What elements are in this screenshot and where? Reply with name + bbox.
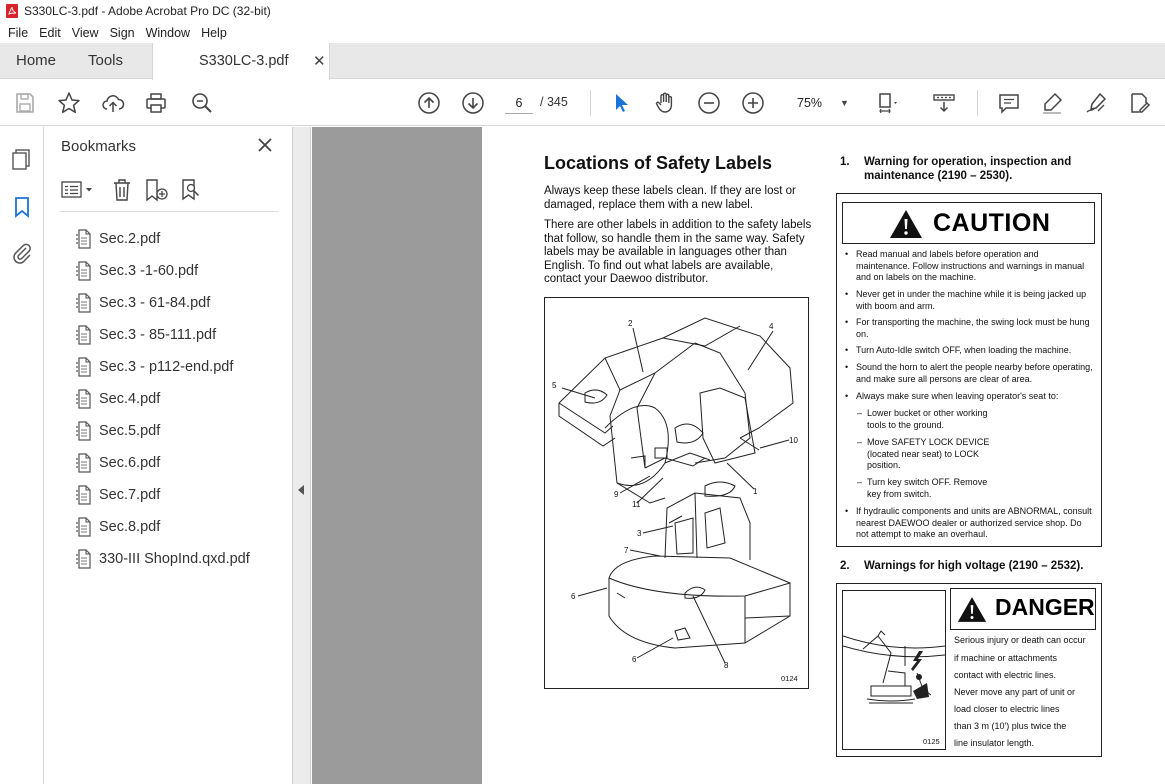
chevron-down-icon: ▼ <box>840 98 849 108</box>
toolbar-divider <box>977 90 978 116</box>
bookmark-file-icon <box>75 357 93 377</box>
danger-text-line: contact with electric lines. <box>954 670 1057 680</box>
print-icon[interactable] <box>144 91 168 115</box>
callout-9: 9 <box>614 490 619 499</box>
bookmarks-title: Bookmarks <box>61 138 137 155</box>
callout-6: 6 <box>571 592 576 601</box>
callout-5: 5 <box>552 381 557 390</box>
menu-view[interactable]: View <box>71 25 99 40</box>
bookmark-item[interactable] <box>75 479 250 511</box>
bookmark-item[interactable] <box>75 383 250 415</box>
bookmark-item[interactable] <box>75 255 250 287</box>
scroll-mode-icon[interactable] <box>932 91 956 115</box>
tab-bar <box>0 43 1165 79</box>
zoom-in-icon[interactable] <box>741 91 765 115</box>
caution-bullet: • Never get in under the machine while it is being jacked up with boom and arm. <box>845 289 1087 311</box>
bookmark-item[interactable] <box>75 351 250 383</box>
bookmark-label: Sec.4.pdf <box>99 391 161 407</box>
caution-bullet: • If hydraulic components and units are ABNORMAL, consult nearest DAEWOO dealer or authorized service shop. Do not attempt to make an overhaul. <box>845 506 1092 539</box>
callout-6: 6 <box>632 655 637 664</box>
callout-8: 8 <box>724 661 729 670</box>
callout-1: 1 <box>753 487 758 496</box>
acrobat-pdf-icon <box>5 4 19 18</box>
edit-tools-icon[interactable] <box>1127 91 1151 115</box>
electric-line-hazard-icon <box>843 591 945 749</box>
page-thumbnails-icon[interactable] <box>10 147 34 171</box>
collapse-panel-arrow-icon[interactable] <box>298 485 304 495</box>
labels-paragraph: There are other labels in addition to the safety labels that follow, so handle them in the same way. Safety labels may be available in languages other than English. To find out what labels are available, contact your Daewoo distributor. <box>544 219 812 285</box>
zoom-level-select[interactable] <box>785 92 853 114</box>
bookmark-item[interactable] <box>75 447 250 479</box>
warning-triangle-icon <box>889 209 923 239</box>
menu-file[interactable]: File <box>8 25 29 40</box>
warning-triangle-icon <box>957 596 987 623</box>
find-bookmark-icon[interactable] <box>180 178 204 202</box>
danger-text-line: load closer to electric lines <box>954 704 1060 714</box>
item1-title: Warning for operation, inspection and maintenance (2190 – 2530). <box>864 156 1072 182</box>
close-tab-icon[interactable]: ✕ <box>313 53 326 70</box>
danger-header <box>950 588 1096 630</box>
bookmark-file-icon <box>75 261 93 281</box>
bookmark-label: Sec.3 - 85-111.pdf <box>99 327 217 343</box>
bookmark-file-icon <box>75 453 93 473</box>
bookmark-label: Sec.5.pdf <box>99 423 161 439</box>
cloud-upload-icon[interactable] <box>101 91 125 115</box>
bookmark-label: Sec.7.pdf <box>99 487 161 503</box>
bookmark-item[interactable] <box>75 415 250 447</box>
bookmark-label: Sec.8.pdf <box>99 519 161 535</box>
title-bar <box>0 0 1165 22</box>
bookmark-file-icon <box>75 485 93 505</box>
main-toolbar <box>0 80 1165 126</box>
bookmark-label: Sec.2.pdf <box>99 231 161 247</box>
safety-label-locations-figure <box>544 297 809 689</box>
bookmark-label: Sec.3 - p112-end.pdf <box>99 359 234 375</box>
bookmark-file-icon <box>75 517 93 537</box>
intro-paragraph: Always keep these labels clean. If they are lost or damaged, replace them with a new label. <box>544 185 796 211</box>
danger-text-line: Never move any part of unit or <box>954 687 1076 697</box>
danger-code: 0125 <box>923 737 940 746</box>
draw-sign-icon[interactable] <box>1084 91 1108 115</box>
highlight-pen-icon[interactable] <box>1040 91 1064 115</box>
caution-bullet: • Read manual and labels before operation and maintenance. Follow instructions and warnings in manual and on labels on the machine. <box>845 249 1085 282</box>
caution-bullet: • For transporting the machine, the swing lock must be hung on. <box>845 317 1090 339</box>
options-menu-icon[interactable] <box>61 179 95 201</box>
document-viewer[interactable] <box>312 127 1165 784</box>
bookmarks-panel <box>45 127 293 784</box>
close-panel-icon[interactable] <box>255 135 275 155</box>
danger-text-line: line insulator length. <box>954 738 1035 748</box>
bookmark-item[interactable] <box>75 543 250 575</box>
bookmark-file-icon <box>75 229 93 249</box>
menu-window[interactable]: Window <box>145 25 191 40</box>
caution-bullet: • Sound the horn to alert the people nearby before operating, and make sure all persons are clear of area. <box>845 362 1093 384</box>
callout-11: 11 <box>632 500 641 509</box>
pdf-page <box>482 127 1165 784</box>
toolbar-divider <box>590 90 591 116</box>
caution-bullet: • Turn Auto-Idle switch OFF, when loading the machine. <box>845 345 1072 355</box>
bookmark-list <box>75 223 250 575</box>
menu-sign[interactable]: Sign <box>109 25 135 40</box>
bookmark-item[interactable] <box>75 287 250 319</box>
window-title: S330LC-3.pdf - Adobe Acrobat Pro DC (32-bit) <box>24 4 271 18</box>
bookmark-file-icon <box>75 389 93 409</box>
hand-tool-icon[interactable] <box>653 91 677 115</box>
bookmarks-toolbar <box>59 177 279 203</box>
caution-subitem: – Lower bucket or other working tools to the ground. <box>857 408 988 430</box>
bookmark-label: 330-III ShopInd.qxd.pdf <box>99 551 250 567</box>
attachment-icon[interactable] <box>10 241 34 265</box>
panel-splitter[interactable] <box>293 127 311 784</box>
item2-title: Warnings for high voltage (2190 – 2532). <box>864 560 1084 572</box>
callout-4: 4 <box>769 322 774 331</box>
danger-text-line: than 3 m (10') plus twice the <box>954 721 1067 731</box>
callout-10: 10 <box>789 436 798 445</box>
callout-3: 3 <box>637 529 642 538</box>
caution-word: CAUTION <box>933 209 1051 237</box>
excavator-diagram <box>545 298 808 688</box>
bookmark-label: Sec.3 -1-60.pdf <box>99 263 199 279</box>
bookmark-item[interactable] <box>75 223 250 255</box>
callout-2: 2 <box>628 319 633 328</box>
zoom-out-icon[interactable] <box>697 91 721 115</box>
tab-document[interactable] <box>152 43 330 80</box>
next-page-icon[interactable] <box>461 91 485 115</box>
bookmark-label: Sec.3 - 61-84.pdf <box>99 295 211 311</box>
caution-bullet: • Always make sure when leaving operator's seat to: <box>845 391 1059 401</box>
new-bookmark-icon[interactable] <box>144 178 170 202</box>
section-heading: Locations of Safety Labels <box>544 153 773 173</box>
bookmark-file-icon <box>75 325 93 345</box>
page-fit-icon[interactable] <box>876 91 900 115</box>
menu-edit[interactable]: Edit <box>39 25 61 40</box>
caution-subitem: – Turn key switch OFF. Remove key from switch. <box>857 477 988 499</box>
search-zoom-icon[interactable] <box>190 91 214 115</box>
bookmark-file-icon <box>75 549 93 569</box>
left-nav-rail <box>0 127 44 784</box>
danger-word: DANGER <box>995 594 1095 620</box>
page-total: / 345 <box>540 95 568 109</box>
page-number-input[interactable]: 6 <box>505 92 533 114</box>
menu-bar <box>0 22 1165 43</box>
caution-label <box>836 193 1102 547</box>
danger-text-line: Serious injury or death can occur <box>954 635 1086 645</box>
tab-home[interactable]: Home <box>16 52 57 69</box>
item2-number: 2. <box>840 560 850 572</box>
menu-help[interactable]: Help <box>201 25 227 40</box>
save-icon[interactable] <box>13 91 37 115</box>
select-arrow-icon[interactable] <box>609 91 633 115</box>
danger-label <box>836 583 1102 757</box>
comment-icon[interactable] <box>997 91 1021 115</box>
previous-page-icon[interactable] <box>417 91 441 115</box>
figure-code: 0124 <box>781 674 798 683</box>
bookmark-icon[interactable] <box>10 195 34 219</box>
callout-7: 7 <box>624 546 629 555</box>
bookmark-label: Sec.6.pdf <box>99 455 161 471</box>
caution-subitem: – Move SAFETY LOCK DEVICE (located near seat) to LOCK position. <box>857 437 990 470</box>
tab-document-label: S330LC-3.pdf <box>199 53 289 69</box>
tab-tools[interactable]: Tools <box>88 52 124 69</box>
star-icon[interactable] <box>57 91 81 115</box>
bookmark-file-icon <box>75 293 93 313</box>
panel-divider <box>59 211 279 212</box>
zoom-level-value: 75% <box>797 96 823 110</box>
bookmark-item[interactable] <box>75 511 250 543</box>
bookmark-file-icon <box>75 421 93 441</box>
caution-header <box>842 202 1095 244</box>
item1-number: 1. <box>840 156 850 168</box>
delete-bookmark-icon[interactable] <box>111 178 133 202</box>
danger-text-line: if machine or attachments <box>954 653 1058 663</box>
bookmark-item[interactable] <box>75 319 250 351</box>
danger-pictogram <box>842 590 946 750</box>
